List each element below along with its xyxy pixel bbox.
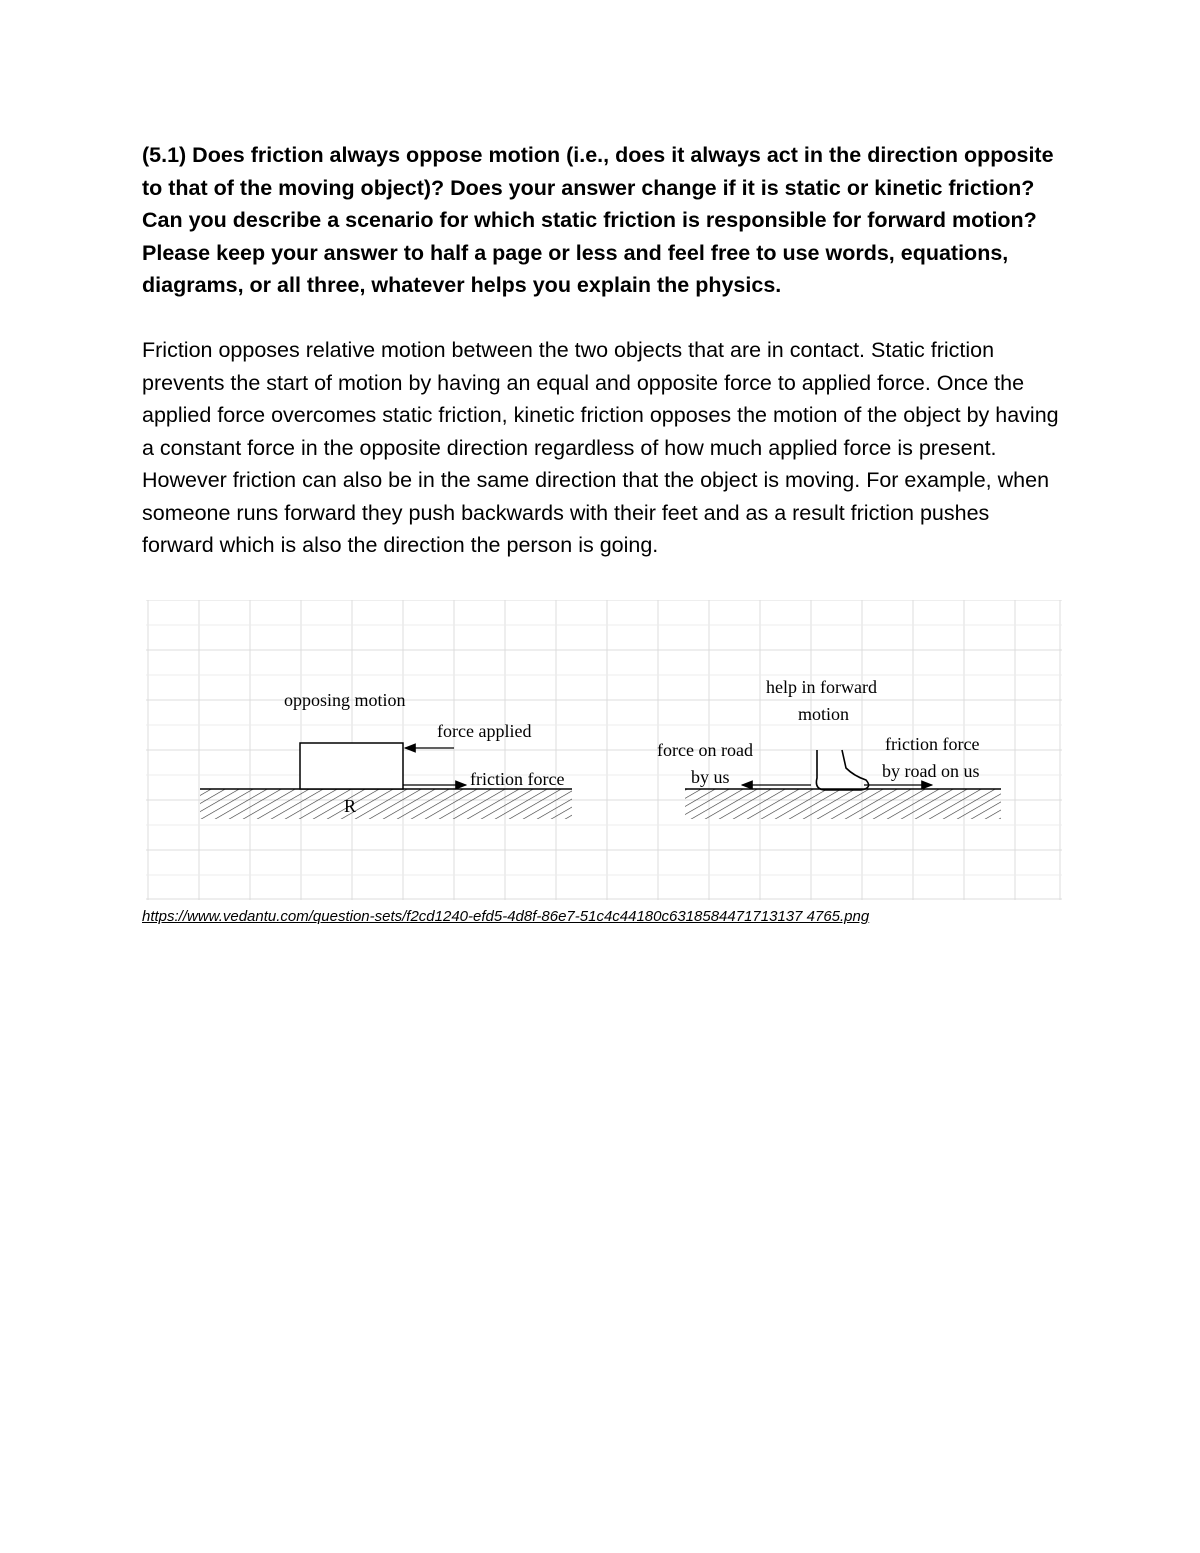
road-force-label-2: by us <box>691 767 730 787</box>
question-text: (5.1) Does friction always oppose motion (i.e., does it always act in the direction opposite to that of the moving object)? Does your answer change if it is static or kinetic friction? Can you describe a scenario for which static friction is responsible for forward motion? Please keep your answer to half a page or less and feel free to use words, equations, diagrams, or all three, whatever helps you explain the physics. <box>142 143 1054 297</box>
opposing-motion-label: opposing motion <box>284 690 406 710</box>
answer-text: Friction opposes relative motion between the two objects that are in contact. Static friction prevents the start of motion by having an equal and opposite force to applied force. Once the applied force overcomes static friction, kinetic friction opposes the motion of the object by having a constant force in the opposite direction regardless of how much applied force is present. However friction can also be in the same direction that the object is moving. For example, when someone runs forward they push backwards with their feet and as a result friction pushes forward which is also the direction the person is going. <box>142 338 1059 557</box>
block <box>300 743 403 789</box>
foot-icon <box>816 750 868 790</box>
friction-force-label-left: friction force <box>470 769 565 789</box>
ground-hatch-right <box>685 789 1001 819</box>
force-applied-label: force applied <box>437 721 532 741</box>
help-forward-label-1: help in forward <box>766 677 877 697</box>
friction-diagram <box>146 600 1062 900</box>
friction-force-label-right-1: friction force <box>885 734 980 754</box>
help-forward-label-2: motion <box>798 704 850 724</box>
normal-mark: R <box>344 796 357 816</box>
friction-force-label-right-2: by road on us <box>882 761 980 781</box>
left-diagram <box>200 690 572 819</box>
ground-hatch-left <box>200 789 572 819</box>
road-force-label-1: force on road <box>657 740 753 760</box>
source-link[interactable]: https://www.vedantu.com/question-sets/f2cd1240-efd5-4d8f-86e7-51c4c44180c6318584471713137 4765.png <box>142 908 870 925</box>
